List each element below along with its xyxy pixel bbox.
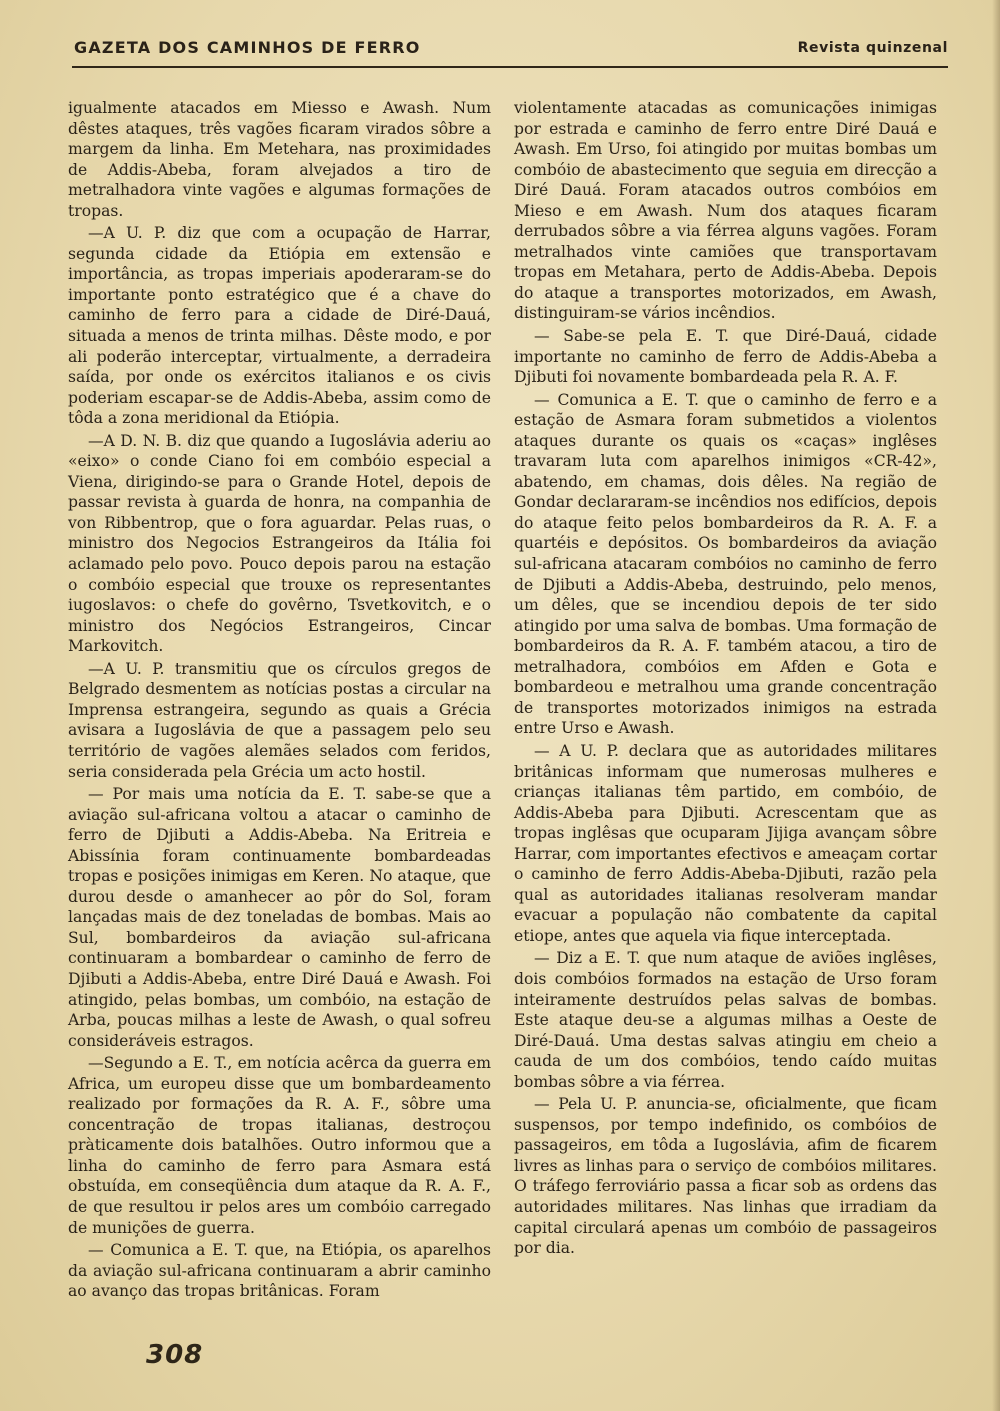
- page-number: 308: [146, 1340, 204, 1370]
- right-column: [514, 98, 937, 1261]
- paragraph: — Comunica a E. T. que o caminho de ferro e a estação de Asmara foram submetidos a violentos ataques durante os quais os «caças» inglêses travaram luta com aparelhos inimigos «CR-42», abatendo, em chamas, dois dêles. Na região de Gondar declararam-se incêndios nos edifícios, depois do ataque feito pelos bombardeiros da R. A. F. a quartéis e depósitos. Os bombardeiros da aviação sul-africana atacaram combóios no caminho de ferro de Djibuti a Addis-Abeba, destruindo, pelo menos, um dêles, que se incendiou depois de ter sido atingido por uma salva de bombas. Uma formação de bombardeiros da R. A. F. também atacou, a tiro de metralhadora, combóios em Afden e Gota e bombardeou e metralhou uma grande concentração de transportes motorizados inimigos na estrada entre Urso e Awash.: [514, 390, 937, 738]
- paragraph: — Por mais uma notícia da E. T. sabe-se que a aviação sul-africana voltou a atacar o caminho de ferro de Djibuti a Addis-Abeba. Na Eritreia e Abissínia foram continuamente bombardeadas tropas e posições inimigas em Keren. No ataque, que durou desde o amanhecer ao pôr do Sol, foram lançadas mais de dez toneladas de bombas. Mais ao Sul, bombardeiros da aviação sul-africana continuaram a bombardear o caminho de ferro de Djibuti a Addis-Abeba, entre Diré Dauá e Awash. Foi atingido, pelas bombas, um combóio, na estação de Arba, poucas milhas a leste de Awash, o qual sofreu consideráveis estragos.: [68, 785, 491, 1050]
- paragraph: — Pela U. P. anuncia-se, oficialmente, que ficam suspensos, por tempo indefinido, os combóios de passageiros, em tôda a Iugoslávia, afim de ficarem livres as linhas para o serviço de combóios militares. O tráfego ferroviário passa a ficar sob as ordens das autoridades militares. Nas linhas que irradiam da capital circulará apenas um combóio de passageiros por dia.: [514, 1095, 937, 1258]
- paragraph: — A U. P. declara que as autoridades militares britânicas informam que numerosas mulheres e crianças italianas têm partido, em combóio, de Addis-Abeba para Djibuti. Acrescentam que as tropas inglêsas que ocuparam Jijiga avançam sôbre Harrar, com importantes efectivos e ameaçam cortar o caminho de ferro Addis-Abeba-Djibuti, razão pela qual as autoridades italianas resolveram mandar evacuar a população não combatente da capital etiope, antes que aquela via fique interceptada.: [514, 741, 937, 945]
- paragraph: —A U. P. diz que com a ocupação de Harrar, segunda cidade da Etiópia em extensão e importância, as tropas imperiais apoderaram-se do importante ponto estratégico que é a chave do caminho de ferro para a cidade de Diré-Dauá, situada a menos de trinta milhas. Dêste modo, e por ali poderão interceptar, virtualmente, a derradeira saída, por onde os exércitos italianos e os civis poderiam escapar-se de Addis-Abeba, assim como de tôda a zona meridional da Etiópia.: [68, 224, 491, 428]
- paragraph: —A U. P. transmitiu que os círculos gregos de Belgrado desmentem as notícias postas a circular na Imprensa estrangeira, segundo as quais a Grécia avisara a Iugoslávia de que a passagem pelo seu território de vagões alemães selados com feridos, seria considerada pela Grécia um acto hostil.: [68, 659, 491, 781]
- running-header: [72, 36, 948, 68]
- paragraph: —A D. N. B. diz que quando a Iugoslávia aderiu ao «eixo» o conde Ciano foi em combóio especial a Viena, dirigindo-se para o Grande Hotel, depois de passar revista à guarda de honra, na companhia de von Ribbentrop, que o fora aguardar. Pelas ruas, o ministro dos Negocios Estrangeiros da Itália foi aclamado pelo povo. Pouco depois parou na estação o combóio especial que trouxe os representantes iugoslavos: o chefe do govêrno, Tsvetkovitch, e o ministro dos Negócios Estrangeiros, Cincar Markovitch.: [68, 431, 491, 656]
- publication-frequency: Revista quinzenal: [797, 40, 948, 56]
- paragraph: — Sabe-se pela E. T. que Diré-Dauá, cidade importante no caminho de ferro de Addis-Abeba a Djibuti foi novamente bombardeada pela R. A. F.: [514, 327, 937, 387]
- paragraph: violentamente atacadas as comunicações inimigas por estrada e caminho de ferro entre Diré Dauá e Awash. Em Urso, foi atingido por muitas bombas um combóio de abastecimento que seguia em direcção a Diré Dauá. Foram atacados outros combóios em Mieso e em Awash. Num dos ataques ficaram derrubados sôbre a via férrea alguns vagões. Foram metralhados vinte camiões que transportavam tropas em Metahara, perto de Addis-Abeba. Depois do ataque a transportes motorizados, em Awash, distinguiram-se vários incêndios.: [514, 99, 937, 323]
- page-edge-shadow: [992, 0, 1000, 1411]
- paragraph: —Segundo a E. T., em notícia acêrca da guerra em Africa, um europeu disse que um bombardeamento realizado por formações da R. A. F., sôbre uma concentração de tropas italianas, destroçou pràticamente dois batalhões. Outro informou que a linha do caminho de ferro para Asmara está obstuída, em conseqüência dum ataque da R. A. F., de que resultou ir pelos ares um combóio carregado de munições de guerra.: [68, 1054, 491, 1237]
- paragraph: — Comunica a E. T. que, na Etiópia, os aparelhos da aviação sul-africana continuaram a abrir caminho ao avanço das tropas britânicas. Foram: [68, 1241, 491, 1301]
- left-column: [68, 98, 491, 1304]
- publication-title: GAZETA DOS CAMINHOS DE FERRO: [74, 38, 421, 57]
- paragraph: igualmente atacados em Miesso e Awash. Num dêstes ataques, três vagões ficaram virados sôbre a margem da linha. Em Metehara, nas proximidades de Addis-Abeba, foram alvejados a tiro de metralhadora vinte vagões e algumas formações de tropas.: [68, 99, 491, 220]
- paragraph: — Diz a E. T. que num ataque de aviões inglêses, dois combóios formados na estação de Urso foram inteiramente destruídos pelas salvas de bombas. Este ataque deu-se a algumas milhas a Oeste de Diré-Dauá. Uma destas salvas atingiu em cheio a cauda de um dos combóios, tendo caído muitas bombas sôbre a via férrea.: [514, 949, 937, 1091]
